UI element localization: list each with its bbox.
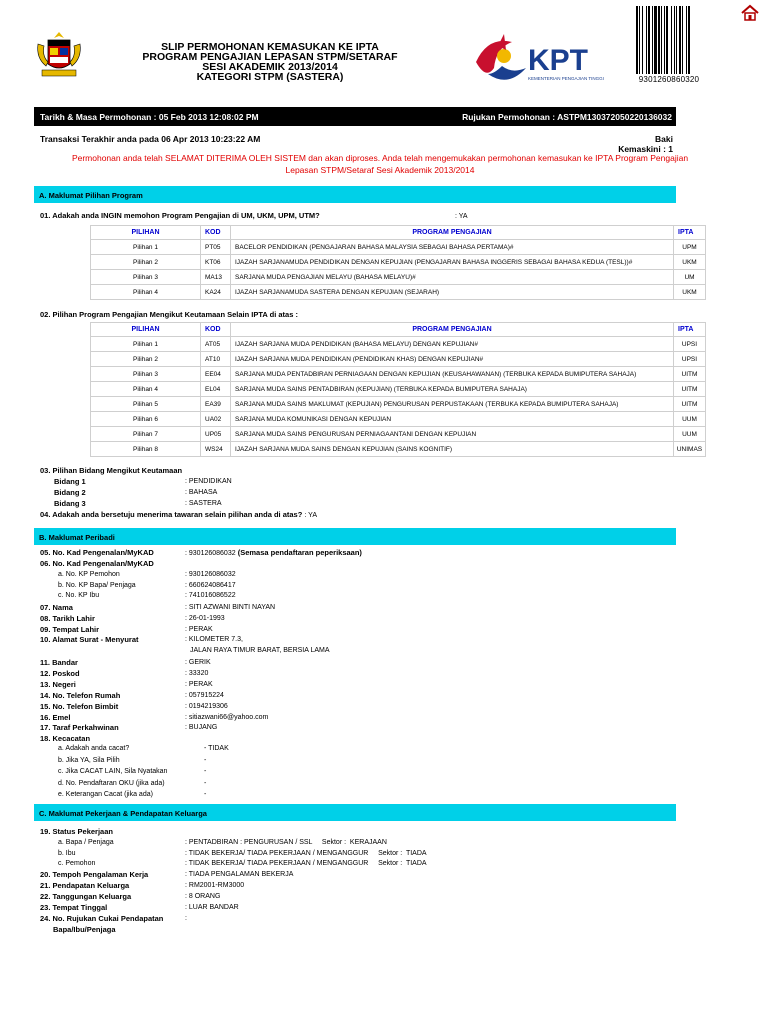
barcode-bar bbox=[682, 6, 683, 74]
remaining-updates: Baki Kemaskini : 1 bbox=[618, 134, 673, 154]
kpt-logo-text: KPT bbox=[528, 44, 588, 77]
pilihan-cell: Pilihan 4 bbox=[91, 285, 201, 300]
ipta-cell: UITM bbox=[674, 397, 706, 412]
title-line-3: SESI AKADEMIK 2013/2014 bbox=[202, 61, 338, 73]
mykad-05-value-row bbox=[185, 548, 362, 557]
mykad-06-sub-label: a. No. KP Pemohon bbox=[58, 571, 120, 578]
personal-field-label: 07. Nama bbox=[40, 603, 73, 612]
pilihan-cell: Pilihan 2 bbox=[91, 352, 201, 367]
personal-field-value: : SITI AZWANI BINTI NAYAN bbox=[185, 604, 276, 611]
coat-of-arms-logo bbox=[34, 30, 84, 82]
table-row bbox=[91, 412, 706, 427]
section-c-header: C. Maklumat Pekerjaan & Pendapatan Keluarga bbox=[34, 804, 676, 821]
ipta-cell: UKM bbox=[674, 255, 706, 270]
bidang-2-label: Bidang 2 bbox=[54, 488, 86, 497]
family-field-value: : TIADA PENGALAMAN BEKERJA bbox=[185, 871, 294, 878]
success-message: Permohonan anda telah SELAMAT DITERIMA OLEH SISTEM dan akan diproses. Anda telah mengemukakan permohonan kemasukan ke IPTA Program Pengajian Lepasan STPM/Setaraf Sesi Akademik 2013/2014 bbox=[71, 153, 689, 175]
family-field-value: : bbox=[185, 915, 187, 922]
kpt-logo-subtext: KEMENTERIAN PENGAJIAN TINGGI bbox=[528, 76, 604, 81]
question-04 bbox=[40, 510, 317, 519]
family-field-label: 20. Tempoh Pengalaman Kerja bbox=[40, 870, 149, 879]
table-row bbox=[91, 270, 706, 285]
table-header-row bbox=[91, 226, 706, 240]
family-field-label: 24. No. Rujukan Cukai Pendapatan bbox=[40, 914, 164, 923]
tax-reference-line-2: Bapa/Ibu/Penjaga bbox=[53, 925, 116, 934]
ipta-cell: UPSI bbox=[674, 352, 706, 367]
barcode-bar bbox=[661, 6, 662, 74]
family-field-label: 22. Tanggungan Keluarga bbox=[40, 892, 132, 901]
table-row bbox=[91, 240, 706, 255]
col-header-kod: KOD bbox=[201, 323, 231, 337]
employment-sub-value: : TIDAK BEKERJA/ TIADA PEKERJAAN / MENGANGGUR Sektor : TIADA bbox=[185, 849, 427, 857]
table-row bbox=[91, 367, 706, 382]
col-header-pilihan: PILIHAN bbox=[91, 226, 201, 240]
mykad-05-note: (Semasa pendaftaran peperiksaan) bbox=[237, 548, 362, 557]
pilihan-cell: Pilihan 3 bbox=[91, 270, 201, 285]
personal-field-value: : 0194219306 bbox=[185, 702, 228, 710]
section-a-header: A. Maklumat Pilihan Program bbox=[34, 186, 676, 203]
kod-cell: AT05 bbox=[201, 337, 231, 352]
barcode-bar bbox=[676, 6, 677, 74]
barcode-bar bbox=[639, 6, 640, 74]
barcode-bar bbox=[646, 6, 647, 74]
barcode-bar bbox=[688, 6, 690, 74]
employment-sub-value: : PENTADBIRAN : PENGURUSAN / SSL Sektor : KERAJAAN bbox=[185, 839, 387, 846]
table-row bbox=[91, 285, 706, 300]
personal-field-value: : sitiazwani66@yahoo.com bbox=[185, 713, 269, 721]
application-info-bar bbox=[34, 107, 676, 126]
barcode-bar bbox=[679, 6, 681, 74]
personal-field-value: : GERIK bbox=[185, 659, 211, 666]
employment-status-label: 19. Status Pekerjaan bbox=[40, 827, 113, 836]
personal-field-label: 09. Tempat Lahir bbox=[40, 624, 100, 634]
kod-cell: UA02 bbox=[201, 412, 231, 427]
kod-cell: UP05 bbox=[201, 427, 231, 442]
personal-field-value: : 33320 bbox=[185, 669, 209, 677]
table-row bbox=[91, 427, 706, 442]
disability-sub-value: - bbox=[204, 768, 207, 775]
personal-field-label: 08. Tarikh Lahir bbox=[40, 613, 95, 623]
family-field-label: 23. Tempat Tinggal bbox=[40, 903, 108, 912]
ipta-cell: UITM bbox=[674, 367, 706, 382]
disability-sub-label: b. Jika YA, Sila Pilih bbox=[58, 756, 120, 764]
barcode bbox=[634, 6, 704, 86]
personal-field-label: 13. Negeri bbox=[40, 679, 76, 689]
barcode-number: 9301260860320 bbox=[638, 75, 700, 84]
barcode-bar bbox=[654, 6, 657, 74]
disability-sub-label: e. Keterangan Cacat (jika ada) bbox=[58, 791, 153, 798]
barcode-bar bbox=[664, 6, 665, 74]
personal-field-value: : 26-01-1993 bbox=[185, 614, 225, 622]
kod-cell: EA39 bbox=[201, 397, 231, 412]
application-reference: Rujukan Permohonan : ASTPM130372050220136032 bbox=[462, 112, 672, 122]
mykad-05-value: : 930126086032 bbox=[185, 550, 236, 557]
ipta-cell: UKM bbox=[674, 285, 706, 300]
personal-field-label: 16. Emel bbox=[40, 712, 71, 722]
bidang-3-value: : SASTERA bbox=[185, 500, 222, 507]
barcode-bar bbox=[671, 6, 672, 74]
home-icon[interactable] bbox=[740, 4, 760, 22]
section-b-header: B. Maklumat Peribadi bbox=[34, 528, 676, 545]
table-row bbox=[91, 382, 706, 397]
family-field-value: : RM2001-RM3000 bbox=[185, 882, 245, 889]
table-row bbox=[91, 442, 706, 457]
barcode-bar bbox=[636, 6, 638, 74]
kod-cell: PT05 bbox=[201, 240, 231, 255]
family-field-value: : LUAR BANDAR bbox=[185, 904, 239, 911]
col-header-program: PROGRAM PENGAJIAN bbox=[231, 323, 674, 337]
ipta-cell: UUM bbox=[674, 427, 706, 442]
program-cell: SARJANA MUDA KOMUNIKASI DENGAN KEPUJIAN bbox=[231, 412, 674, 427]
program-cell: SARJANA MUDA SAINS PENTADBIRAN (KEPUJIAN) (TERBUKA KEPADA BUMIPUTERA SAHAJA) bbox=[231, 382, 674, 397]
barcode-bar bbox=[652, 6, 653, 74]
table-row bbox=[91, 397, 706, 412]
program-cell: IJAZAH SARJANAMUDA SASTERA DENGAN KEPUJIAN (SEJARAH) bbox=[231, 285, 674, 300]
title-line-1: SLIP PERMOHONAN KEMASUKAN KE IPTA bbox=[161, 41, 379, 53]
disability-sub-value: - bbox=[204, 756, 207, 764]
employment-sub-label: c. Pemohon bbox=[58, 860, 96, 867]
disability-sub-label: a. Adakah anda cacat? bbox=[58, 745, 130, 752]
application-datetime: Tarikh & Masa Permohonan : 05 Feb 2013 12:08:02 PM bbox=[40, 112, 259, 122]
ipta-cell: UUM bbox=[674, 412, 706, 427]
personal-field-value: : BUJANG bbox=[185, 724, 218, 732]
mykad-05-label: 05. No. Kad Pengenalan/MyKAD bbox=[40, 548, 154, 557]
ipta-cell: UPM bbox=[674, 240, 706, 255]
title-line-2: PROGRAM PENGAJIAN LEPASAN STPM/SETARAF bbox=[142, 51, 398, 63]
ipta-cell: UNIMAS bbox=[674, 442, 706, 457]
kod-cell: EL04 bbox=[201, 382, 231, 397]
family-field-value: : 8 ORANG bbox=[185, 893, 221, 900]
pilihan-cell: Pilihan 6 bbox=[91, 412, 201, 427]
slip-title bbox=[120, 42, 420, 82]
barcode-bar bbox=[666, 6, 668, 74]
kod-cell: EE04 bbox=[201, 367, 231, 382]
personal-field-label: 11. Bandar bbox=[40, 658, 78, 667]
pilihan-cell: Pilihan 7 bbox=[91, 427, 201, 442]
title-line-4: KATEGORI STPM (SASTERA) bbox=[196, 71, 344, 83]
mykad-06-sub-label: c. No. KP Ibu bbox=[58, 592, 100, 599]
mykad-06-sub-value: : 741016086522 bbox=[185, 592, 236, 599]
disability-label: 18. Kecacatan bbox=[40, 734, 91, 743]
pilihan-cell: Pilihan 2 bbox=[91, 255, 201, 270]
bidang-1-value: : PENDIDIKAN bbox=[185, 478, 232, 485]
mykad-06-sub-value: : 930126086032 bbox=[185, 571, 236, 578]
personal-field-label: 15. No. Telefon Bimbit bbox=[40, 701, 119, 711]
pilihan-cell: Pilihan 1 bbox=[91, 337, 201, 352]
mykad-06-sub-value: : 660624086417 bbox=[185, 581, 236, 589]
disability-sub-value: - bbox=[204, 779, 207, 787]
kod-cell: MA13 bbox=[201, 270, 231, 285]
disability-sub-value: - TIDAK bbox=[204, 745, 229, 752]
program-cell: IJAZAH SARJANAMUDA PENDIDIKAN DENGAN KEPUJIAN (PENGAJARAN BAHASA INGGERIS SEBAGAI BAHASA KEDUA (TESL))# bbox=[231, 255, 674, 270]
question-01: 01. Adakah anda INGIN memohon Program Pengajian di UM, UKM, UPM, UTM? bbox=[40, 211, 320, 220]
mykad-06-label: 06. No. Kad Pengenalan/MyKAD bbox=[40, 559, 154, 568]
program-cell: SARJANA MUDA SAINS MAKLUMAT (KEPUJIAN) PENGURUSAN PERPUSTAKAAN (TERBUKA KEPADA BUMIPUTERA SAHAJA) bbox=[231, 397, 674, 412]
pilihan-cell: Pilihan 1 bbox=[91, 240, 201, 255]
kod-cell: WS24 bbox=[201, 442, 231, 457]
question-01-answer: : YA bbox=[455, 213, 468, 220]
question-02: 02. Pilihan Program Pengajian Mengikut Keutamaan Selain IPTA di atas : bbox=[40, 310, 298, 319]
disability-sub-label: c. Jika CACAT LAIN, Sila Nyatakan bbox=[58, 768, 168, 775]
barcode-bar bbox=[674, 6, 675, 74]
question-04-text: 04. Adakah anda bersetuju menerima tawaran selain pilihan anda di atas? bbox=[40, 510, 303, 519]
program-cell: SARJANA MUDA PENTADBIRAN PERNIAGAAN DENGAN KEPUJIAN (KEUSAHAWANAN) (TERBUKA KEPADA BUMIPUTERA SAHAJA) bbox=[231, 367, 674, 382]
personal-field-label: 10. Alamat Surat - Menyurat bbox=[40, 635, 139, 645]
address-line-2: JALAN RAYA TIMUR BARAT, BERSIA LAMA bbox=[190, 647, 330, 654]
ipta-cell: UPSI bbox=[674, 337, 706, 352]
program-choice-table-1 bbox=[90, 225, 706, 300]
table-header-row bbox=[91, 323, 706, 337]
table-row bbox=[91, 352, 706, 367]
last-transaction: Transaksi Terakhir anda pada 06 Apr 2013 10:23:22 AM bbox=[40, 134, 261, 144]
question-03: 03. Pilihan Bidang Mengikut Keutamaan bbox=[40, 466, 183, 475]
employment-sub-value: : TIDAK BEKERJA/ TIADA PEKERJAAN / MENGANGGUR Sektor : TIADA bbox=[185, 860, 427, 867]
program-cell: SARJANA MUDA SAINS PENGURUSAN PERNIAGAANTANI DENGAN KEPUJIAN bbox=[231, 427, 674, 442]
col-header-ipta: IPTA bbox=[674, 226, 706, 240]
personal-field-label: 14. No. Telefon Rumah bbox=[40, 690, 121, 700]
barcode-bar bbox=[642, 6, 643, 74]
barcode-bar bbox=[658, 6, 660, 74]
personal-field-value: : PERAK bbox=[185, 625, 213, 633]
employment-sub-label: a. Bapa / Penjaga bbox=[58, 839, 114, 846]
family-field-label: 21. Pendapatan Keluarga bbox=[40, 881, 130, 890]
ipta-cell: UM bbox=[674, 270, 706, 285]
mykad-06-sub-label: b. No. KP Bapa/ Penjaga bbox=[58, 581, 136, 589]
program-cell: BACELOR PENDIDIKAN (PENGAJARAN BAHASA MALAYSIA SEBAGAI BAHASA PERTAMA)# bbox=[231, 240, 674, 255]
program-cell: IJAZAH SARJANA MUDA PENDIDIKAN (BAHASA MELAYU) DENGAN KEPUJIAN# bbox=[231, 337, 674, 352]
pilihan-cell: Pilihan 5 bbox=[91, 397, 201, 412]
pilihan-cell: Pilihan 4 bbox=[91, 382, 201, 397]
kod-cell: KT06 bbox=[201, 255, 231, 270]
kod-cell: AT10 bbox=[201, 352, 231, 367]
program-choice-table-2 bbox=[90, 322, 706, 457]
pilihan-cell: Pilihan 3 bbox=[91, 367, 201, 382]
table-row bbox=[91, 337, 706, 352]
barcode-bar bbox=[686, 6, 687, 74]
kod-cell: KA24 bbox=[201, 285, 231, 300]
bidang-2-value: : BAHASA bbox=[185, 489, 218, 496]
col-header-kod: KOD bbox=[201, 226, 231, 240]
col-header-program: PROGRAM PENGAJIAN bbox=[231, 226, 674, 240]
disability-sub-value: - bbox=[204, 791, 207, 798]
program-cell: SARJANA MUDA PENGAJIAN MELAYU (BAHASA MELAYU)# bbox=[231, 270, 674, 285]
personal-field-value: : PERAK bbox=[185, 680, 213, 688]
personal-field-value: : KILOMETER 7.3, bbox=[185, 636, 243, 644]
col-header-ipta: IPTA bbox=[674, 323, 706, 337]
personal-field-label: 12. Poskod bbox=[40, 668, 80, 678]
bidang-3-label: Bidang 3 bbox=[54, 499, 86, 508]
bidang-1-label: Bidang 1 bbox=[54, 477, 86, 486]
kpt-logo bbox=[468, 28, 630, 96]
col-header-pilihan: PILIHAN bbox=[91, 323, 201, 337]
employment-sub-label: b. Ibu bbox=[58, 849, 76, 857]
personal-field-label: 17. Taraf Perkahwinan bbox=[40, 723, 119, 733]
program-cell: IJAZAH SARJANA MUDA PENDIDIKAN (PENDIDIKAN KHAS) DENGAN KEPUJIAN# bbox=[231, 352, 674, 367]
disability-sub-label: d. No. Pendaftaran OKU (jika ada) bbox=[58, 779, 165, 787]
question-04-answer: : YA bbox=[304, 512, 317, 519]
table-row bbox=[91, 255, 706, 270]
ipta-cell: UITM bbox=[674, 382, 706, 397]
personal-field-value: : 057915224 bbox=[185, 691, 224, 699]
barcode-bar bbox=[648, 6, 650, 74]
pilihan-cell: Pilihan 8 bbox=[91, 442, 201, 457]
program-cell: IJAZAH SARJANA MUDA SAINS DENGAN KEPUJIAN (SAINS KOGNITIF) bbox=[231, 442, 674, 457]
